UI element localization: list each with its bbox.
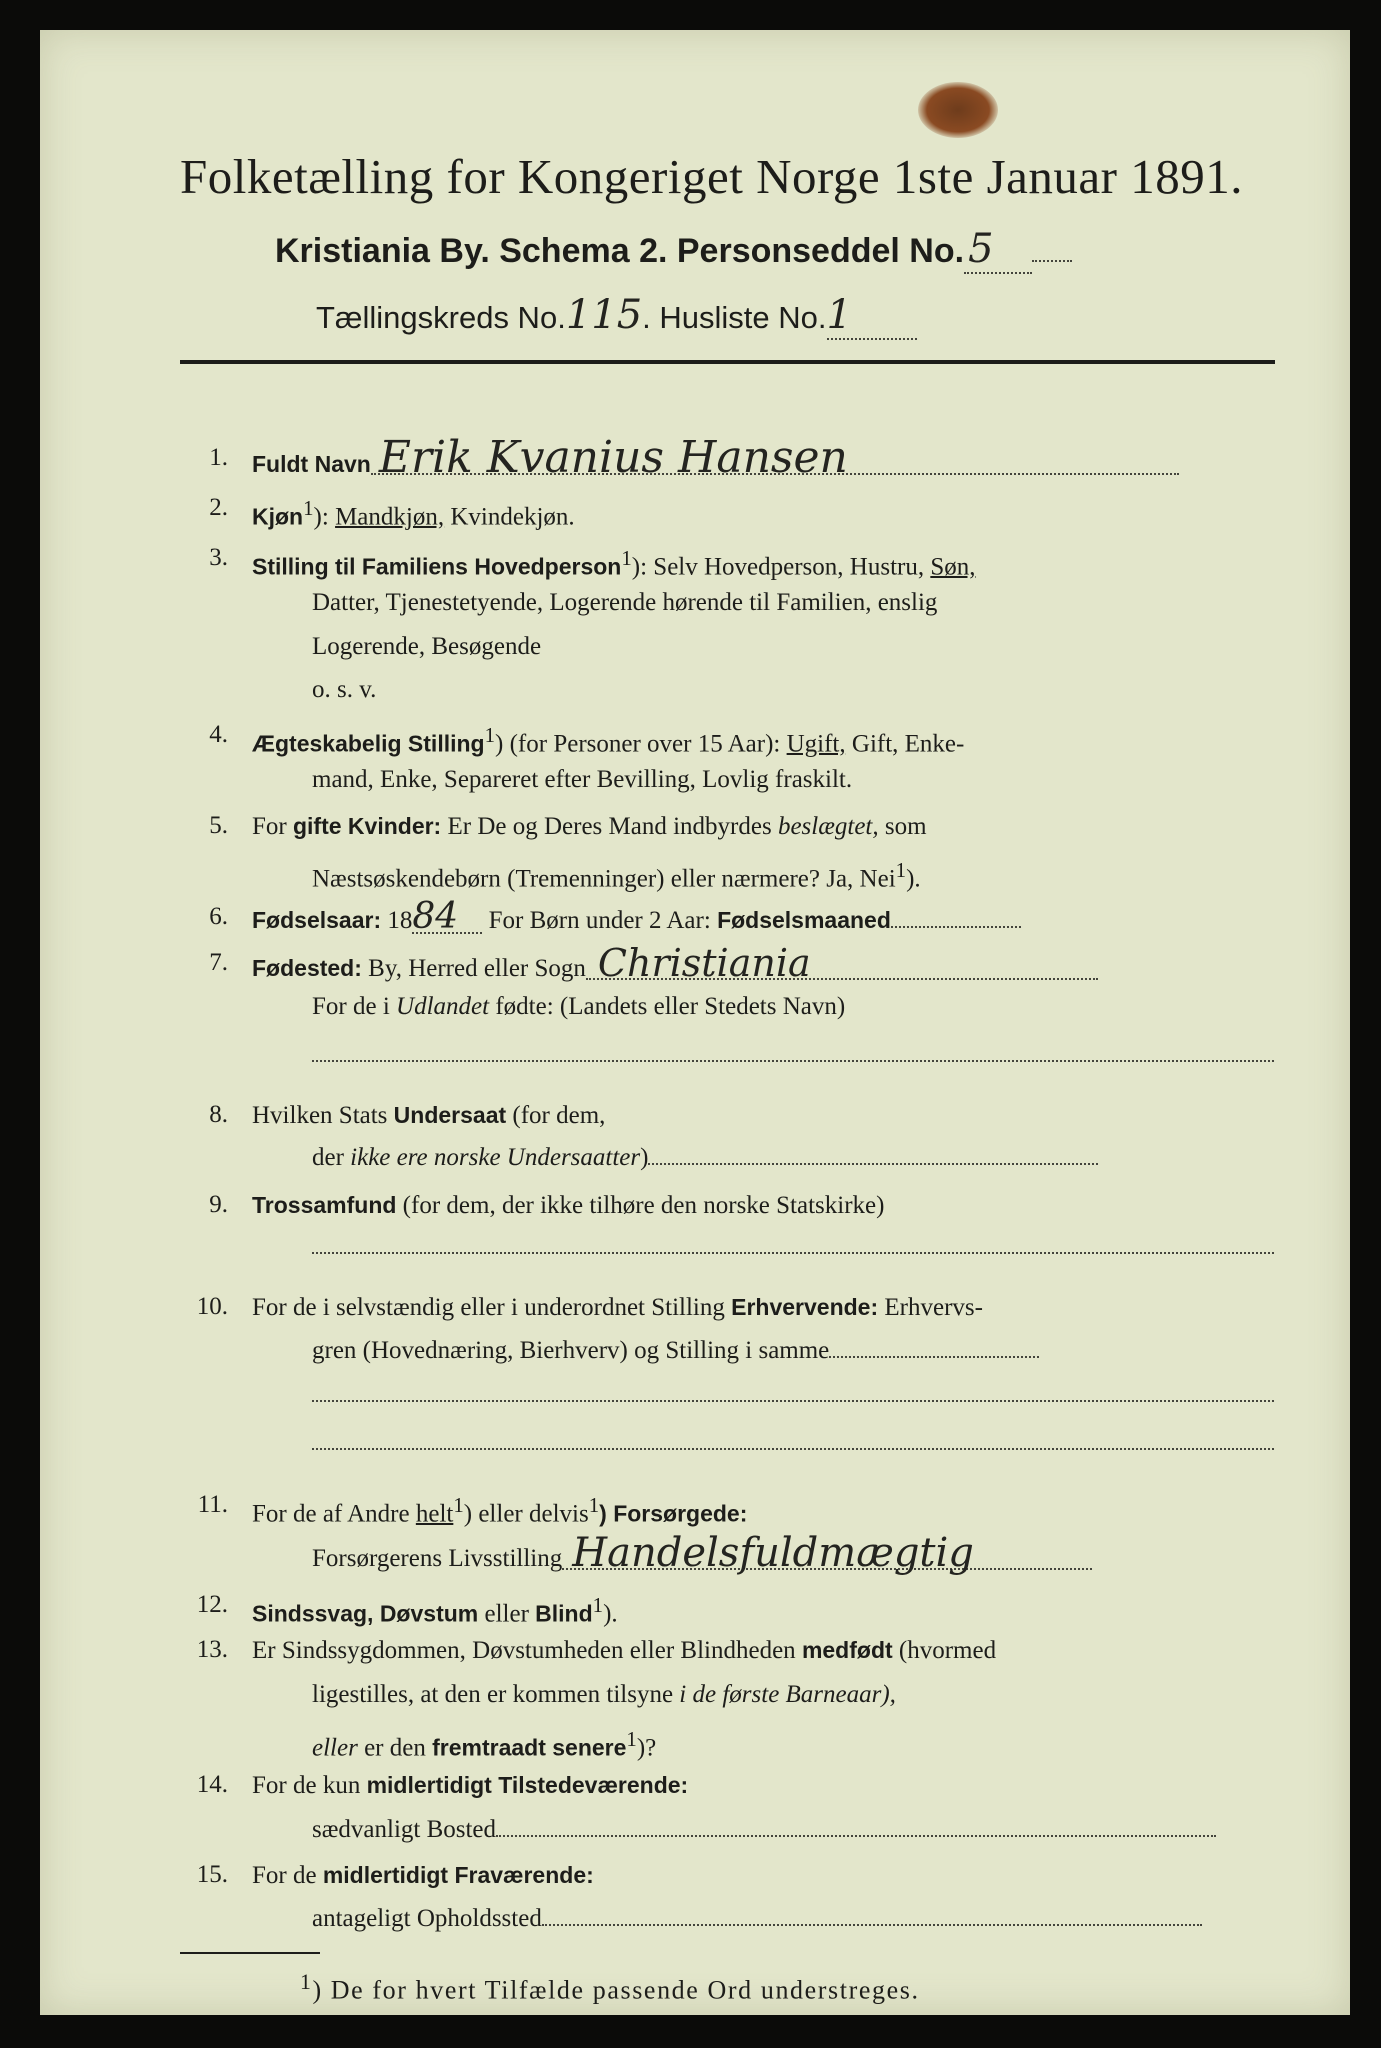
item-text: For de i selvstændig eller i underordnet Stilling — [252, 1294, 732, 1321]
option-selected: Mandkjøn, — [335, 503, 445, 531]
item-text — [312, 1680, 896, 1710]
blank-dotted-line — [312, 1400, 1274, 1402]
item-label: Stilling til Familiens Hovedperson — [252, 553, 622, 580]
item-text: er den — [357, 1734, 433, 1762]
item-text — [312, 1143, 1098, 1173]
item-text: Gift, Enke- — [845, 730, 965, 758]
dot-filler — [829, 1356, 1039, 1358]
item-text: eller — [478, 1600, 536, 1628]
item-text: ): Selv Hovedperson, Hustru, — [631, 553, 931, 581]
item-label: Sindssvag, Døvstum — [252, 1600, 479, 1627]
item-text: (for dem, — [506, 1102, 606, 1129]
item-text-italic: Udlandet — [396, 993, 490, 1020]
item-text: For de af Andre — [252, 1500, 416, 1528]
item-text-italic: ikke ere norske Undersaatter — [350, 1144, 641, 1171]
item-medfodt — [252, 1635, 996, 1666]
item-kjon — [252, 493, 575, 532]
footnote-ref: 1 — [300, 1970, 313, 1994]
item-label: Kjøn — [252, 503, 304, 530]
blank-dotted-line — [312, 1060, 1274, 1062]
item-label: midlertidigt Fraværende: — [322, 1862, 594, 1888]
item-number: 5. — [209, 812, 228, 839]
item-text: For de kun — [252, 1772, 367, 1799]
item-text: Erhvervs- — [878, 1294, 983, 1321]
item-number: 15. — [196, 1861, 228, 1888]
item-text-italic: eller — [312, 1734, 358, 1762]
item-text: mand, Enke, Separeret efter Bevilling, Lovlig fraskilt. — [312, 766, 853, 793]
item-erhverv — [252, 1292, 983, 1323]
item-number: 2. — [209, 494, 228, 521]
item-fodested — [252, 941, 1098, 985]
item-number: 13. — [196, 1636, 228, 1663]
item-text: fødte: (Landets eller Stedets Navn) — [489, 993, 846, 1020]
item-text: der — [312, 1144, 351, 1171]
item-text: For de i — [312, 993, 397, 1020]
schema-label: Kristiania By. Schema 2. Personseddel No. — [275, 232, 965, 270]
kreds-label: Tællingskreds No. — [316, 300, 566, 335]
item-label: Fødested: — [252, 955, 362, 981]
footnote-ref: 1 — [303, 496, 314, 520]
blank-dotted-line — [312, 1448, 1274, 1450]
item-text: ligestilles, at den er kommen tilsyne — [312, 1681, 680, 1708]
footnote — [300, 1970, 920, 2006]
item-number: 1. — [209, 444, 228, 471]
blank-dotted-line — [312, 1252, 1274, 1254]
item-trossamfund — [252, 1190, 884, 1221]
item-number: 6. — [209, 903, 228, 930]
dot-filler — [891, 926, 1021, 928]
item-number: 7. — [209, 949, 228, 976]
item-text: o. s. v. — [312, 676, 377, 703]
dot-filler — [648, 1163, 1098, 1165]
item-text: antageligt Opholdssted — [312, 1905, 542, 1932]
item-text: For — [252, 813, 293, 840]
item-text: By, Herred eller Sogn — [361, 955, 586, 982]
option-selected: Ugift, — [786, 730, 846, 758]
item-label: fremtraadt senere — [432, 1734, 627, 1761]
item-text-italic: beslægtet, — [777, 813, 879, 840]
item-label: midlertidigt Tilstedeværende: — [366, 1772, 689, 1798]
item-number: 14. — [196, 1771, 228, 1798]
birth-year-value: 84 — [412, 902, 482, 934]
item-text — [312, 1724, 656, 1763]
item-text: ). — [603, 1600, 618, 1628]
footnote-ref: 1 — [453, 1493, 464, 1517]
footnote-ref: 1 — [588, 1493, 600, 1517]
item-fuldt-navn — [252, 432, 1179, 483]
item-text — [312, 1530, 1092, 1576]
header-rule — [180, 360, 1275, 364]
item-label: Blind — [535, 1600, 593, 1627]
item-number: 10. — [196, 1293, 228, 1320]
item-text-italic: i de første Barneaar), — [679, 1681, 896, 1708]
item-label: Fødselsaar: — [252, 907, 382, 933]
option-selected: Søn, — [930, 553, 976, 581]
item-gifte-kvinder — [252, 811, 927, 842]
item-text: gren (Hovednæring, Bierhverv) og Stilling i samme — [312, 1337, 830, 1364]
footnote-ref: 1 — [626, 1727, 637, 1751]
footnote-ref: 1 — [592, 1593, 604, 1617]
kreds-number: 115 — [565, 292, 643, 338]
item-stilling — [252, 543, 976, 582]
item-text: 18 — [381, 907, 413, 934]
item-text: ) eller delvis — [463, 1500, 589, 1528]
item-number: 9. — [209, 1191, 228, 1218]
option-selected: helt — [415, 1500, 454, 1528]
item-fravaerende — [252, 1860, 594, 1891]
item-text: For de — [252, 1862, 323, 1889]
item-text — [312, 1904, 1202, 1934]
item-text: Er De og Deres Mand indbyrdes — [441, 813, 778, 840]
dot-filler — [542, 1924, 1202, 1926]
form-subtitle-schema — [275, 226, 1275, 274]
form-subtitle-kreds — [316, 292, 1216, 340]
item-text: ) (for Personer over 15 Aar): — [495, 730, 787, 758]
dot-filler — [1032, 260, 1072, 262]
footnote-ref: 1 — [621, 546, 632, 570]
item-label: medfødt — [801, 1637, 893, 1663]
item-number: 12. — [196, 1591, 228, 1618]
item-number: 3. — [209, 544, 228, 571]
item-text: )? — [636, 1734, 657, 1762]
item-label: gifte Kvinder: — [292, 813, 442, 839]
item-label: Fuldt Navn — [252, 451, 371, 477]
item-text — [312, 992, 845, 1022]
item-tilstedevaerende — [252, 1770, 688, 1801]
item-text: Logerende, Besøgende — [312, 633, 542, 660]
footnote-rule — [180, 1952, 320, 1954]
item-fodselsaar — [252, 896, 1021, 937]
item-number: 8. — [209, 1101, 228, 1128]
personseddel-number: 5 — [964, 226, 1032, 274]
name-value: Erik Kvanius Hansen — [371, 443, 1179, 475]
item-text: Forsørgerens Livsstilling — [312, 1545, 563, 1572]
item-label: ) Forsørgede: — [599, 1500, 748, 1527]
footnote-ref: 1 — [484, 723, 496, 747]
item-text: ) — [640, 1144, 649, 1171]
item-label: Fødselsmaaned — [717, 907, 891, 933]
item-text: (for dem, der ikke tilhøre den norske Statskirke) — [396, 1192, 885, 1219]
footnote-ref: 1 — [895, 858, 907, 882]
form-title: Folketælling for Kongeriget Norge 1ste Januar 1891. — [180, 149, 1243, 204]
item-text — [312, 1336, 1039, 1366]
husliste-label: . Husliste No. — [642, 300, 827, 335]
item-text: som — [878, 813, 927, 840]
item-label: Erhvervende: — [731, 1294, 879, 1320]
ink-stain — [918, 82, 998, 138]
item-text: Datter, Tjenestetyende, Logerende hørende til Familien, enslig — [312, 589, 938, 616]
item-text: Kvindekjøn. — [444, 503, 575, 531]
item-text: sædvanligt Bosted — [312, 1816, 497, 1843]
item-label: Undersaat — [393, 1102, 507, 1128]
item-sindssvag — [252, 1590, 618, 1629]
item-aegteskab — [252, 720, 964, 759]
item-number: 11. — [197, 1491, 228, 1518]
item-text — [312, 1815, 1216, 1845]
item-text: Er Sindssygdommen, Døvstumheden eller Blindheden — [252, 1637, 802, 1664]
item-text: ): — [313, 503, 336, 531]
item-text: (hvormed — [892, 1637, 997, 1664]
item-label: Ægteskabelig Stilling — [252, 730, 485, 757]
item-undersaat — [252, 1100, 605, 1131]
provider-occupation-value: Handelsfuldmægtig — [562, 1538, 1092, 1570]
item-text: Hvilken Stats — [252, 1102, 394, 1129]
item-number: 4. — [209, 721, 228, 748]
item-text: ). — [906, 865, 921, 893]
item-label: Trossamfund — [252, 1192, 397, 1218]
item-forsorgede — [252, 1490, 747, 1529]
item-text — [312, 855, 921, 894]
item-text: For Børn under 2 Aar: — [482, 907, 718, 934]
dot-filler — [496, 1835, 1216, 1837]
husliste-number: 1 — [827, 292, 917, 340]
item-text: Næstsøskendebørn (Tremenninger) eller nærmere? Ja, Nei — [312, 865, 896, 893]
footnote-text: ) De for hvert Tilfælde passende Ord understreges. — [312, 1975, 920, 2005]
birthplace-value: Christiania — [586, 948, 1098, 980]
census-form-sheet — [40, 30, 1350, 2015]
